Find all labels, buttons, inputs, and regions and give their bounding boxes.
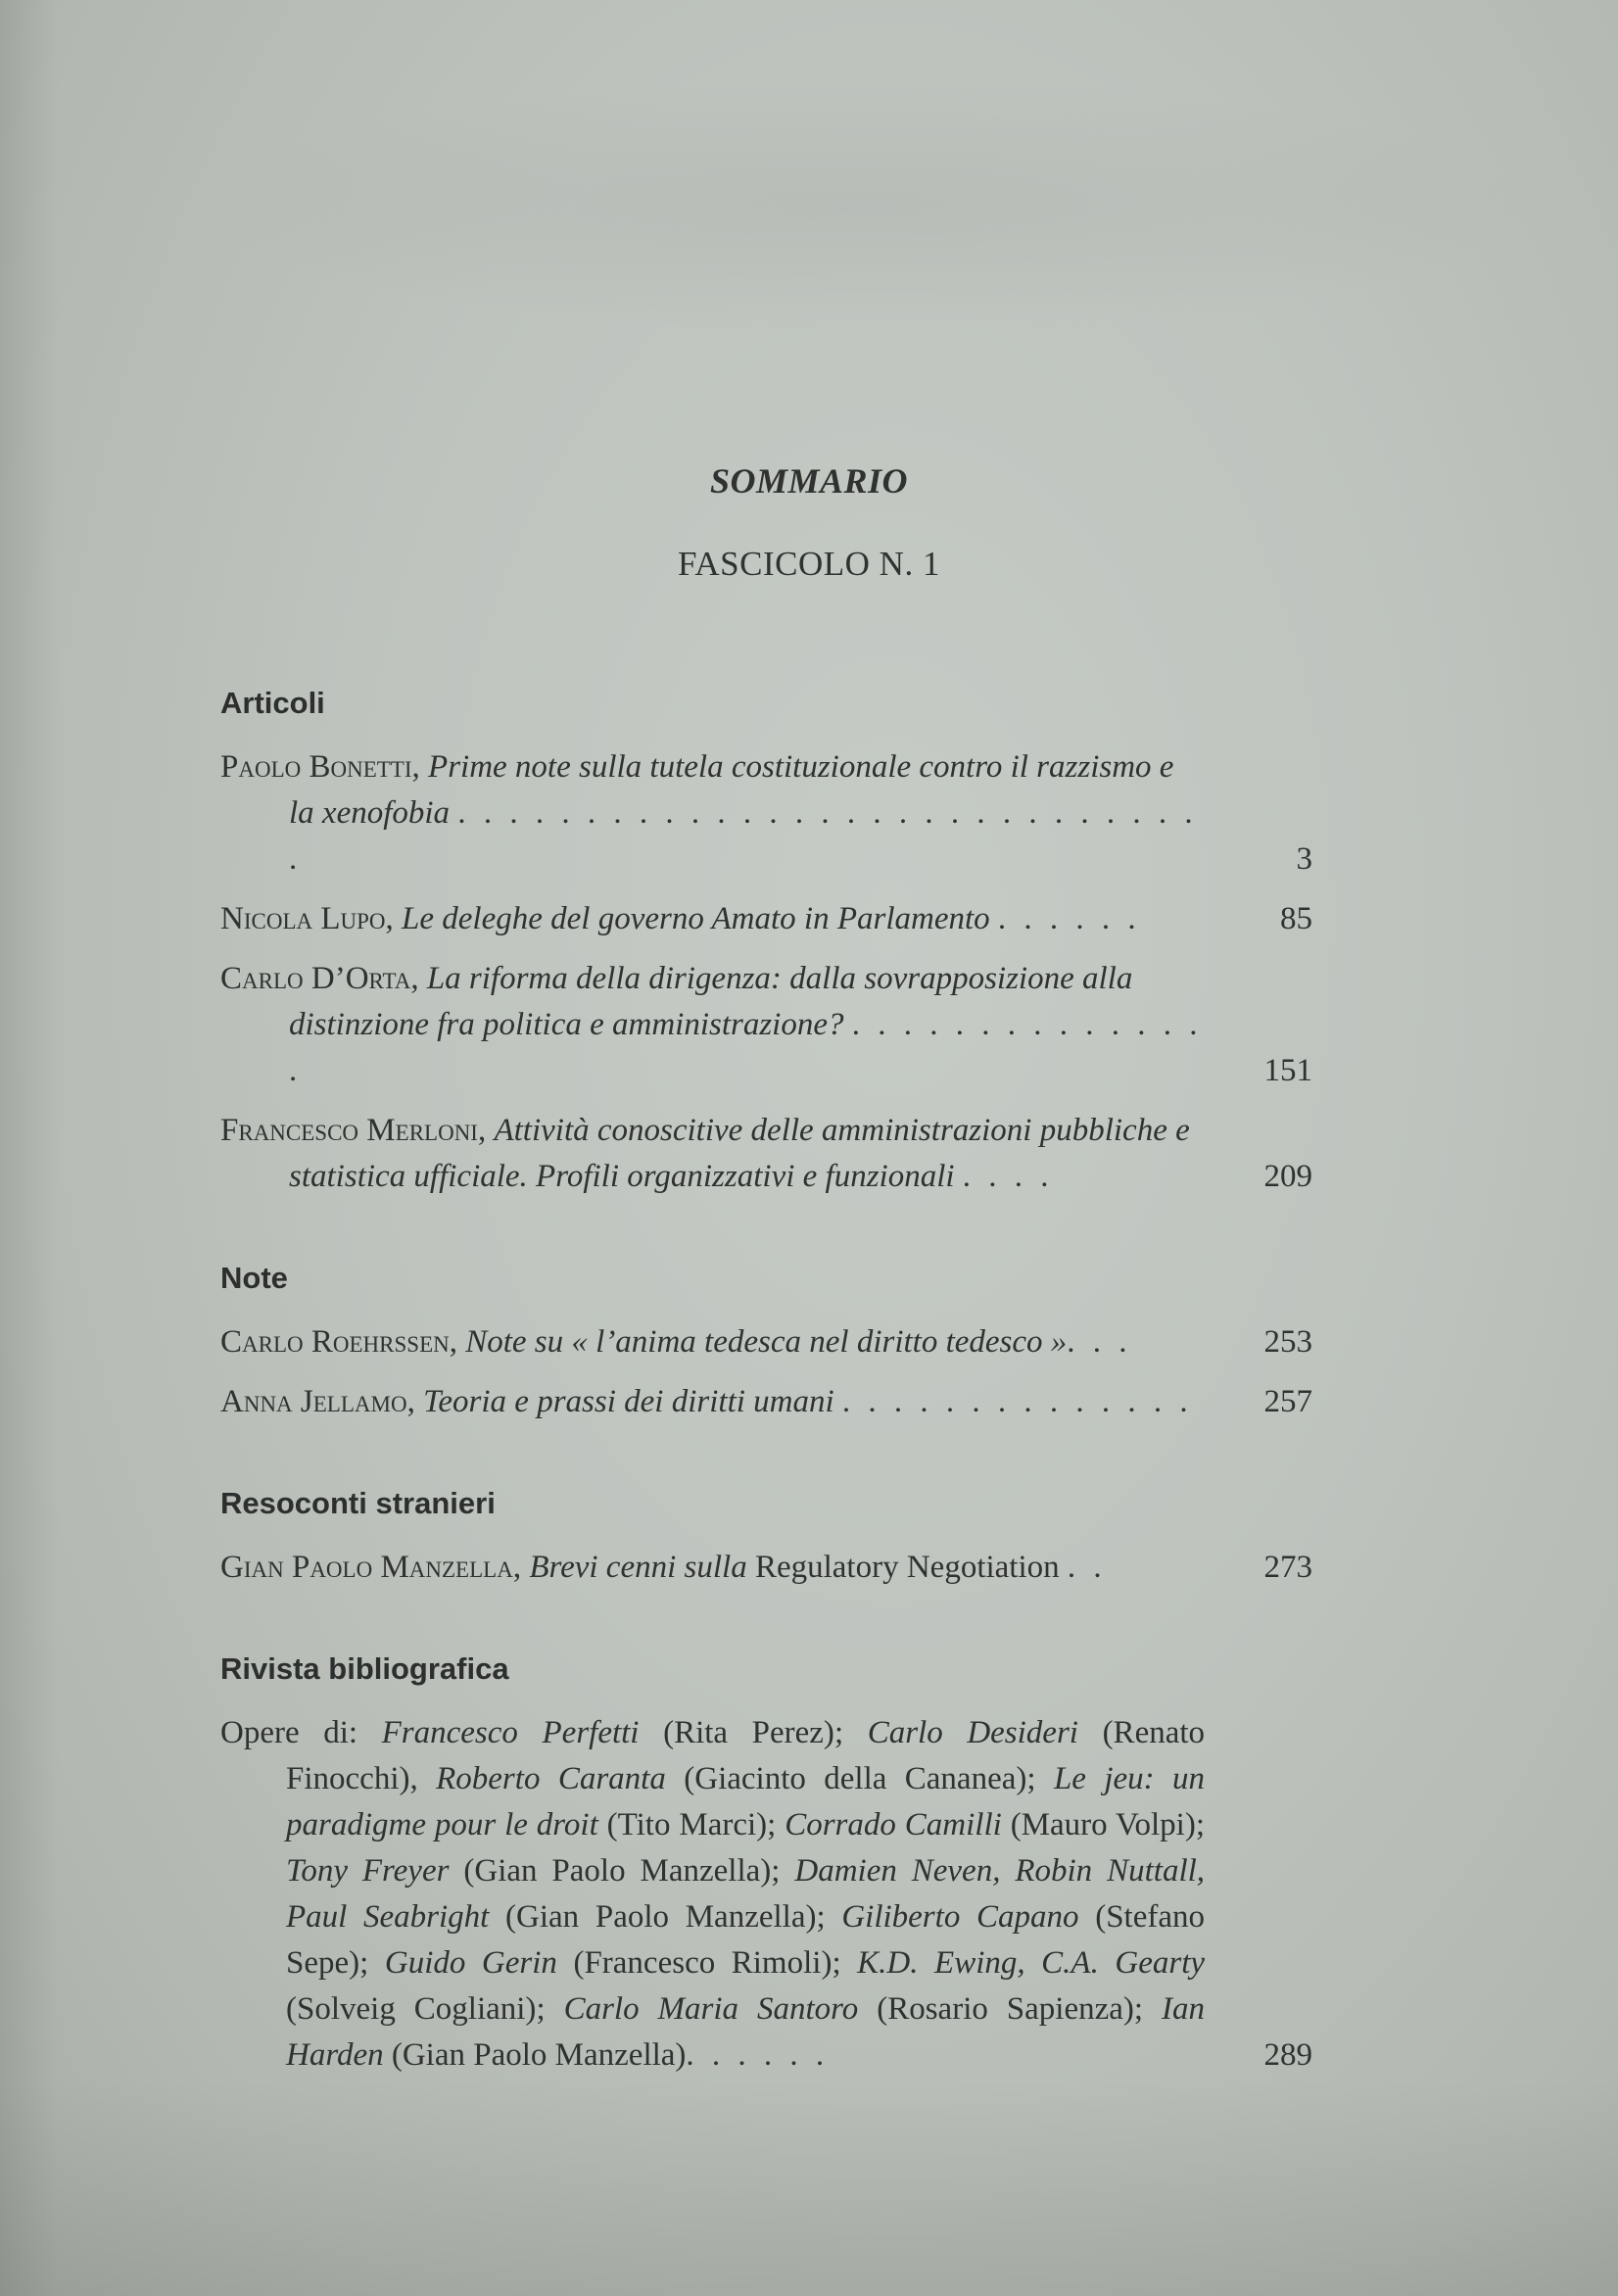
dot-leader: . . . . . . bbox=[686, 2037, 830, 2073]
entry-title: Prime note sulla tutela costituzionale contro il razzismo e la xenofobia bbox=[289, 749, 1174, 831]
reviewed-work: Corrado Camilli bbox=[785, 1807, 1002, 1842]
reviewer: (Gian Paolo Manzella) bbox=[463, 1853, 772, 1889]
reviewed-work: Carlo Desideri bbox=[867, 1715, 1078, 1750]
reviewer: (Rita Perez) bbox=[663, 1715, 834, 1750]
entry-author: Gian Paolo Manzella bbox=[220, 1550, 513, 1585]
reviewed-work: K.D. Ewing, C.A. Gearty bbox=[857, 1945, 1206, 1981]
entry-title: Le deleghe del governo Amato in Parlamento bbox=[402, 901, 990, 936]
reviewer: (Gian Paolo Manzella) bbox=[505, 1899, 817, 1935]
section-heading: Rivista bibliografica bbox=[220, 1651, 509, 1686]
entry-page-number: 273 bbox=[1263, 1550, 1312, 1585]
entry-title: Note su « l’anima tedesca nel diritto tedesco » bbox=[465, 1324, 1068, 1360]
section-resoconti-stranieri bbox=[220, 1486, 1312, 1591]
dot-leader: . . . . bbox=[962, 1159, 1054, 1194]
dot-leader: . . . bbox=[1067, 1324, 1132, 1360]
dot-leader: . . . . . . . . . . . . . . . . . . . . . . . . . . . . . . bbox=[289, 795, 1198, 877]
reviewer: (Rosario Sapienza) bbox=[877, 1991, 1134, 2027]
reviewer: (Renato Finocchi) bbox=[286, 1715, 1206, 1796]
reviewer: (Francesco Rimoli) bbox=[573, 1945, 833, 1981]
reviewer: (Solveig Cogliani) bbox=[286, 1991, 537, 2027]
toc-entry: Paolo Bonetti, Prime note sulla tutela costituzionale contro il razzismo e la xenofobia . . . . . . . . . . . . . . . . . . . . . . . . . . . . . . 3 bbox=[220, 744, 1312, 883]
reviewer: (Stefano Sepe) bbox=[286, 1899, 1206, 1981]
section-heading: Articoli bbox=[220, 686, 325, 720]
page-title: SOMMARIO bbox=[709, 461, 909, 501]
reviewed-work: Damien Neven, Robin Nuttall, Paul Seabright bbox=[286, 1853, 1206, 1935]
section-heading: Note bbox=[220, 1261, 288, 1295]
bibliography-entry: Opere di: Francesco Perfetti (Rita Perez); Carlo Desideri (Renato Finocchi), Roberto Caranta (Giacinto della Cananea); Le jeu: un paradigme pour le droit (Tito Marci); Corrado Camilli (Mauro Volpi); Tony Freyer (Gian Paolo Manzella); Damien Neven, Robin Nuttall, Paul Seabright (Gian Paolo Manzella); Giliberto Capano (Stefano Sepe); Guido Gerin (Francesco Rimoli); K.D. Ewing, C.A. Gearty (Solveig Cogliani); Carlo Maria Santoro (Rosario Sapienza); Ian Harden (Gian Paolo Manzella). . . . . . 289 bbox=[220, 1710, 1312, 2079]
entry-author: Carlo Roehrssen bbox=[220, 1324, 450, 1360]
section-note bbox=[220, 1261, 1312, 1425]
reviewer: (Tito Marci) bbox=[606, 1807, 768, 1842]
entry-title: La riforma della dirigenza: dalla sovrapposizione alla distinzione fra politica e amministrazione? bbox=[289, 961, 1133, 1042]
issue-subtitle: FASCICOLO N. 1 bbox=[678, 545, 940, 583]
dot-leader: . . . . . . . . . . . . . . bbox=[841, 1384, 1193, 1419]
toc-entry: Nicola Lupo, Le deleghe del governo Amato in Parlamento . . . . . . 85 bbox=[220, 896, 1312, 942]
entry-page-number: 209 bbox=[1263, 1159, 1312, 1194]
toc-entry: Carlo Roehrssen, Note su « l’anima tedesca nel diritto tedesco ». . . 253 bbox=[220, 1319, 1312, 1365]
reviewed-work: Giliberto Capano bbox=[841, 1899, 1079, 1935]
reviewed-work: Francesco Perfetti bbox=[381, 1715, 640, 1750]
entry-title: Attività conoscitive delle amministrazioni pubbliche e statistica ufficiale. Profili organizzativi e funzionali bbox=[289, 1113, 1190, 1194]
entry-page-number: 257 bbox=[1263, 1384, 1312, 1419]
dot-leader: . . . . . . bbox=[997, 901, 1141, 936]
bleed-through-shade bbox=[176, 78, 1547, 333]
entry-title: Teoria e prassi dei diritti umani bbox=[423, 1384, 834, 1419]
reviewer: (Gian Paolo Manzella) bbox=[391, 2037, 687, 2073]
reviewed-work: Ian Harden bbox=[286, 1991, 1206, 2073]
section-rivista-bibliografica bbox=[220, 1651, 1312, 2079]
reviewed-work: Tony Freyer bbox=[286, 1853, 450, 1889]
section-articoli bbox=[220, 686, 1312, 1200]
toc-entry: Carlo D’Orta, La riforma della dirigenza: dalla sovrapposizione alla distinzione fra politica e amministrazione? . . . . . . . . . . . . . . . 151 bbox=[220, 956, 1312, 1094]
toc-entry: Anna Jellamo, Teoria e prassi dei diritti umani . . . . . . . . . . . . . . 257 bbox=[220, 1379, 1312, 1425]
entry-page-number: 289 bbox=[1263, 2037, 1312, 2073]
entry-page-number: 151 bbox=[1263, 1053, 1312, 1088]
entry-page-number: 85 bbox=[1280, 901, 1312, 936]
entry-author: Anna Jellamo bbox=[220, 1384, 407, 1419]
entry-page-number: 253 bbox=[1263, 1324, 1312, 1360]
entry-author: Carlo D’Orta bbox=[220, 961, 411, 996]
table-of-contents bbox=[220, 686, 1312, 2139]
reviewed-work: Le jeu: un paradigme pour le droit bbox=[286, 1761, 1206, 1842]
dot-leader: . . . . . . . . . . . . . . . bbox=[289, 1007, 1203, 1088]
reviewer: (Giacinto della Cananea) bbox=[684, 1761, 1027, 1796]
section-heading: Resoconti stranieri bbox=[220, 1486, 496, 1520]
entry-title-roman: Regulatory Negotiation bbox=[754, 1550, 1060, 1585]
entry-author: Nicola Lupo bbox=[220, 901, 386, 936]
reviewer: (Mauro Volpi) bbox=[1010, 1807, 1196, 1842]
bibliography-intro: Opere di: bbox=[220, 1715, 358, 1750]
entry-page-number: 3 bbox=[1296, 841, 1312, 877]
dot-leader: . . bbox=[1067, 1550, 1107, 1585]
reviewed-work: Carlo Maria Santoro bbox=[563, 1991, 859, 2027]
entry-title: Brevi cenni sulla bbox=[529, 1550, 747, 1585]
entry-author: Francesco Merloni bbox=[220, 1113, 478, 1148]
binding-shadow bbox=[0, 0, 59, 2296]
toc-entry: Francesco Merloni, Attività conoscitive delle amministrazioni pubbliche e statistica ufficiale. Profili organizzativi e funzionali . . . . 209 bbox=[220, 1108, 1312, 1200]
entry-author: Paolo Bonetti bbox=[220, 749, 412, 785]
reviewed-work: Roberto Caranta bbox=[436, 1761, 666, 1796]
reviewed-work: Guido Gerin bbox=[384, 1945, 557, 1981]
toc-entry: Gian Paolo Manzella, Brevi cenni sulla Regulatory Negotiation . . 273 bbox=[220, 1545, 1312, 1591]
